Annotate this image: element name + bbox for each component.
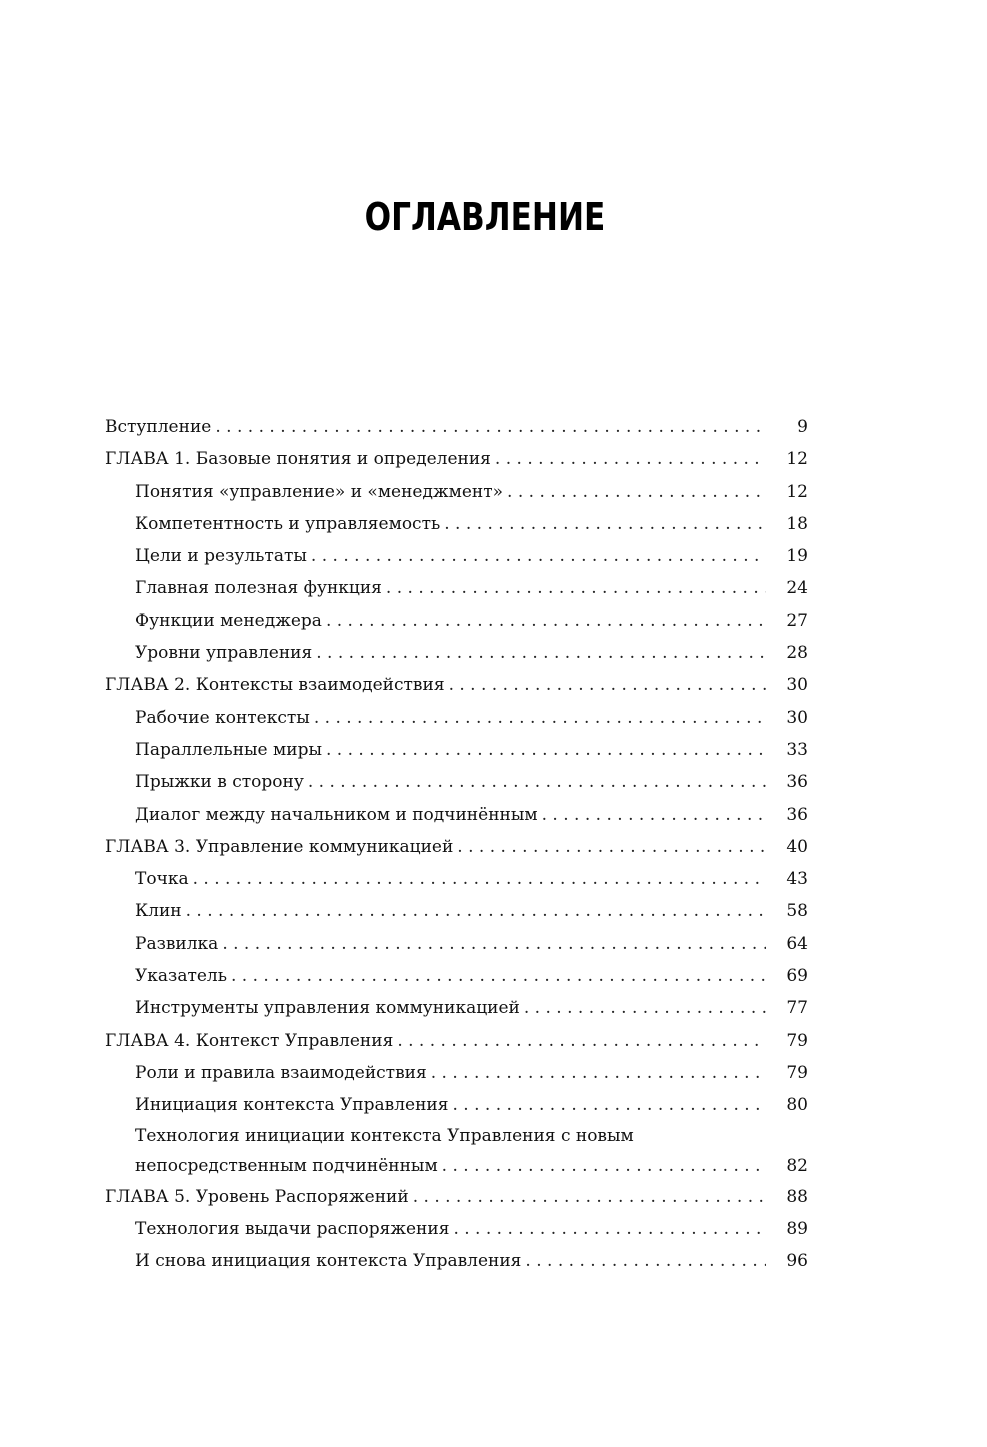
toc-page-number: 24 — [786, 578, 808, 599]
toc-entry-label: Точка — [135, 869, 189, 890]
toc-page-number: 89 — [786, 1218, 808, 1239]
dot-leader — [524, 992, 766, 1024]
toc-entry-label: Вступление — [105, 417, 212, 437]
dot-leader — [397, 1025, 766, 1057]
toc-entry-label: Рабочие контексты — [135, 707, 310, 728]
toc-section[interactable] — [105, 1213, 808, 1245]
toc-section[interactable] — [105, 572, 808, 604]
toc-section-line2[interactable] — [105, 1151, 808, 1181]
toc-entry-label: Прыжки в сторону — [135, 772, 304, 793]
toc-chapter[interactable] — [105, 669, 808, 701]
toc-entry-label: Технология выдачи распоряжения — [135, 1218, 450, 1239]
dot-leader — [386, 572, 766, 604]
dot-leader — [326, 605, 766, 637]
toc-section[interactable] — [105, 863, 808, 895]
toc-entry-label: Параллельные миры — [135, 739, 322, 760]
toc-page-number: 88 — [786, 1186, 808, 1207]
toc-page-number: 33 — [786, 739, 808, 760]
toc-page-number: 27 — [786, 610, 808, 631]
toc-page-number: 12 — [786, 481, 808, 502]
toc-entry[interactable] — [105, 411, 808, 443]
dot-leader — [449, 669, 766, 701]
toc-page-number: 18 — [786, 513, 808, 534]
toc-page-number: 43 — [786, 869, 808, 890]
toc-chapter[interactable] — [105, 1025, 808, 1057]
dot-leader — [453, 1213, 766, 1245]
toc-entry-label: Клин — [135, 901, 182, 922]
toc-section[interactable] — [105, 1057, 808, 1089]
toc-entry-label: ГЛАВА 2. Контексты взаимодействия — [105, 675, 445, 696]
toc-section[interactable] — [105, 766, 808, 798]
toc-chapter[interactable] — [105, 831, 808, 863]
dot-leader — [326, 734, 766, 766]
toc-entry-label: ГЛАВА 3. Управление коммуникацией — [105, 836, 454, 857]
toc-page-number: 36 — [786, 804, 808, 825]
dot-leader — [193, 863, 766, 895]
toc-section[interactable] — [105, 637, 808, 669]
dot-leader — [314, 702, 766, 734]
toc-page-number: 12 — [786, 449, 808, 470]
toc-entry-label: Главная полезная функция — [135, 578, 382, 599]
dot-leader — [308, 766, 766, 798]
dot-leader — [231, 960, 766, 992]
dot-leader — [311, 540, 766, 572]
toc-page-number: 36 — [786, 772, 808, 793]
toc-entry-label: Уровни управления — [135, 643, 313, 664]
toc-chapter[interactable] — [105, 443, 808, 475]
toc-page-number: 28 — [786, 643, 808, 664]
toc-entry-label: Цели и результаты — [135, 546, 307, 567]
dot-leader — [186, 895, 766, 927]
toc-entry-label: Роли и правила взаимодействия — [135, 1062, 427, 1083]
table-of-contents — [105, 411, 808, 1277]
toc-chapter[interactable] — [105, 1181, 808, 1213]
toc-page-number: 69 — [786, 966, 808, 987]
toc-entry-label: непосредственным подчинённым — [135, 1155, 438, 1176]
toc-entry-label: ГЛАВА 1. Базовые понятия и определения — [105, 449, 491, 470]
toc-section[interactable] — [105, 895, 808, 927]
toc-section[interactable] — [105, 960, 808, 992]
dot-leader — [215, 411, 766, 443]
toc-entry-label: Компетентность и управляемость — [135, 513, 441, 534]
toc-entry-label: Функции менеджера — [135, 610, 322, 631]
toc-section[interactable] — [105, 605, 808, 637]
toc-page-number: 80 — [786, 1095, 808, 1116]
dot-leader — [452, 1089, 766, 1121]
toc-section[interactable] — [105, 476, 808, 508]
toc-page-number: 64 — [786, 933, 808, 954]
dot-leader — [431, 1057, 766, 1089]
toc-page-number: 79 — [786, 1062, 808, 1083]
dot-leader — [222, 928, 766, 960]
toc-section[interactable] — [105, 992, 808, 1024]
toc-entry-label: Технология инициации контекста Управления с новым — [135, 1125, 634, 1146]
toc-section-line1[interactable] — [105, 1122, 808, 1151]
toc-page-number: 77 — [786, 998, 808, 1019]
dot-leader — [507, 476, 766, 508]
toc-entry-label: Развилка — [135, 933, 219, 954]
toc-section[interactable] — [105, 928, 808, 960]
toc-section[interactable] — [105, 540, 808, 572]
toc-page-number: 82 — [786, 1155, 808, 1176]
toc-page-number: 30 — [786, 675, 808, 696]
toc-page-number: 58 — [786, 901, 808, 922]
toc-page-number: 96 — [786, 1251, 808, 1272]
dot-leader — [495, 443, 766, 475]
toc-section[interactable] — [105, 702, 808, 734]
page-title: ОГЛАВЛЕНИЕ — [364, 195, 606, 239]
toc-entry-label: Диалог между начальником и подчинённым — [135, 804, 538, 825]
dot-leader — [444, 508, 766, 540]
toc-section[interactable] — [105, 799, 808, 831]
toc-entry-label: Указатель — [135, 966, 227, 987]
dot-leader — [457, 831, 766, 863]
toc-section[interactable] — [105, 734, 808, 766]
toc-entry-label: Инструменты управления коммуникацией — [135, 998, 520, 1019]
dot-leader — [442, 1151, 766, 1181]
toc-entry-label: ГЛАВА 4. Контекст Управления — [105, 1030, 394, 1051]
toc-entry-label: Понятия «управление» и «менеджмент» — [135, 481, 504, 502]
toc-page-number: 79 — [786, 1030, 808, 1051]
toc-page-number: 9 — [797, 417, 808, 437]
toc-page-number: 40 — [786, 836, 808, 857]
toc-page-number: 30 — [786, 707, 808, 728]
toc-section[interactable] — [105, 508, 808, 540]
toc-section[interactable] — [105, 1089, 808, 1121]
toc-entry-label: Инициация контекста Управления — [135, 1095, 449, 1116]
toc-section[interactable] — [105, 1245, 808, 1277]
toc-entry-label: И снова инициация контекста Управления — [135, 1251, 522, 1272]
toc-entry-label: ГЛАВА 5. Уровень Распоряжений — [105, 1186, 409, 1207]
dot-leader — [413, 1181, 766, 1213]
dot-leader — [316, 637, 766, 669]
dot-leader — [525, 1245, 766, 1277]
toc-page-number: 19 — [786, 546, 808, 567]
dot-leader — [542, 799, 766, 831]
